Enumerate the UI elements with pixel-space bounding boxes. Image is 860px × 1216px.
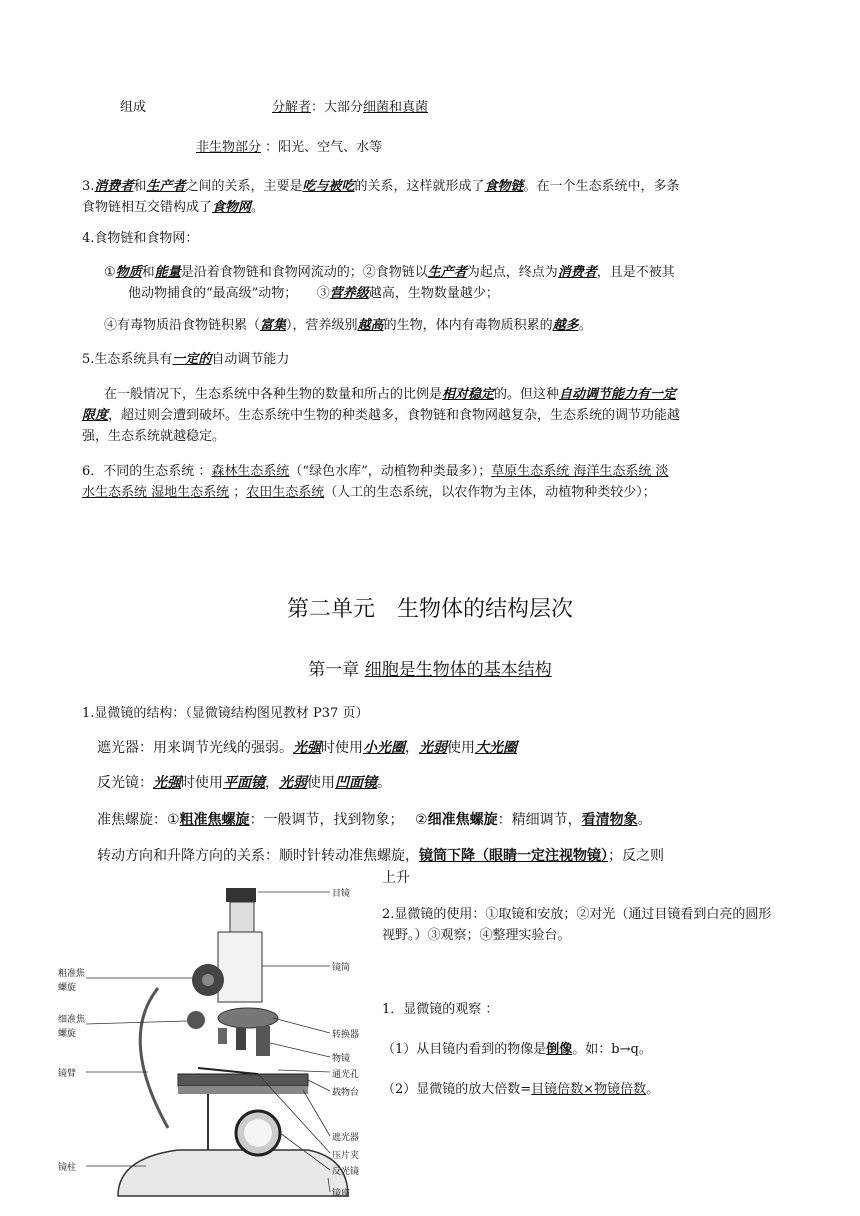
focus-knob-line: 准焦螺旋：①粗准焦螺旋：一般调节，找到物象； ②细准焦螺旋：精细调节，看清物象。 — [97, 812, 652, 828]
decomposer-value: 细菌和真菌 — [363, 100, 429, 115]
self-regulation-title: 5.生态系统具有一定的自动调节能力 — [82, 352, 290, 367]
abiotic-label: 非生物部分 — [196, 140, 262, 155]
label-mirror: 反光镜 — [332, 1167, 360, 1177]
unit-title: 第二单元 生物体的结构层次 — [286, 597, 573, 622]
inverted-image-line: （1）从目镜内看到的物像是倒像。如：b→q。 — [382, 1042, 652, 1057]
label-pillar: 镜柱 — [58, 1163, 77, 1173]
label-diaphragm: 遮光器 — [332, 1133, 360, 1143]
label-stage: 载物台 — [332, 1088, 360, 1098]
label-arm: 镜臂 — [58, 1069, 77, 1079]
label-objective: 物镜 — [332, 1054, 351, 1064]
food-chain-title: 4.食物链和食物网： — [82, 231, 199, 246]
rotation-line-cont: 上升 — [382, 870, 410, 886]
toxin-line: ④有毒物质沿食物链积累（富集），营养级别越高的生物，体内有毒物质积累的越多。 — [104, 318, 592, 333]
label-nosepiece: 转换器 — [332, 1030, 360, 1040]
label-aperture: 通光孔 — [332, 1070, 360, 1080]
diaphragm-line: 遮光器：用来调节光线的强弱。光强时使用小光圈，光弱使用大光圈 — [97, 740, 517, 756]
rotation-line: 转动方向和升降方向的关系：顺时针转动准焦螺旋，镜筒下降（眼睛一定注视物镜）；反之则 — [97, 848, 664, 864]
observation-title: 1．显微镜的观察 ： — [382, 1002, 499, 1017]
label-eyepiece: 目镜 — [332, 889, 351, 899]
label-coarse-2: 螺旋 — [58, 983, 77, 993]
magnification-line: （2）显微镜的放大倍数=目镜倍数×物镜倍数。 — [382, 1082, 660, 1097]
food-chain-points: ①物质和能量是沿着食物链和食物网流动的；②食物链以生产者为起点，终点为消费者，且是不被其 他动物捕食的“最高级”动物； ③营养级越高，生物数量越少； — [104, 265, 675, 301]
microscope-usage: 2.显微镜的使用：①取镜和安放；②对光（通过目镜看到白亮的圆形视野。）③观察；④整理实验台。 — [382, 907, 772, 943]
label-tube: 镜筒 — [332, 963, 351, 973]
label-fine-1: 细准焦 — [58, 1015, 86, 1025]
decomposer-line: 分解者：大部分细菌和真菌 — [272, 100, 429, 115]
paragraph-5: 在一般情况下，生态系统中各种生物的数量和所占的比例是相对稳定的。但这种自动调节能力有一定 限度，超过则会遭到破坏。生态系统中生物的种类越多，食物链和食物网越复杂，生态系统的调节功能越 强，生态系统就越稳定。 — [82, 387, 681, 444]
zucheng-label: 组成 — [120, 100, 147, 115]
abiotic-line: 非生物部分 ：阳光、空气、水等 — [196, 140, 383, 155]
mirror-line: 反光镜：光强时使用平面镜，光弱使用凹面镜。 — [97, 775, 391, 791]
microscope-drawing — [58, 878, 368, 1208]
label-fine-2: 螺旋 — [58, 1029, 77, 1039]
label-base: 镜座 — [332, 1189, 351, 1199]
paragraph-3: 3.消费者和生产者之间的关系，主要是吃与被吃的关系，这样就形成了食物链。在一个生态系统中，多条 食物链相互交错构成了食物网。 — [82, 179, 680, 215]
chapter-title: 第一章 细胞是生物体的基本结构 — [308, 660, 552, 680]
decomposer-label: 分解者 — [272, 100, 312, 115]
microscope-structure-title: 1.显微镜的结构：（显微镜结构图见教材 P37 页） — [82, 706, 369, 721]
label-clip: 压片夹 — [332, 1151, 360, 1161]
label-coarse-1: 粗准焦 — [58, 969, 86, 979]
microscope-figure — [58, 878, 368, 1208]
paragraph-6: 6．不同的生态系统 ：森林生态系统（“绿色水库”，动植物种类最多）；草原生态系统 海洋生态系统 淡 水生态系统 湿地生态系统 ；农田生态系统（人工的生态系统，以农作物为主体，动植物种类较少）； — [82, 464, 669, 500]
